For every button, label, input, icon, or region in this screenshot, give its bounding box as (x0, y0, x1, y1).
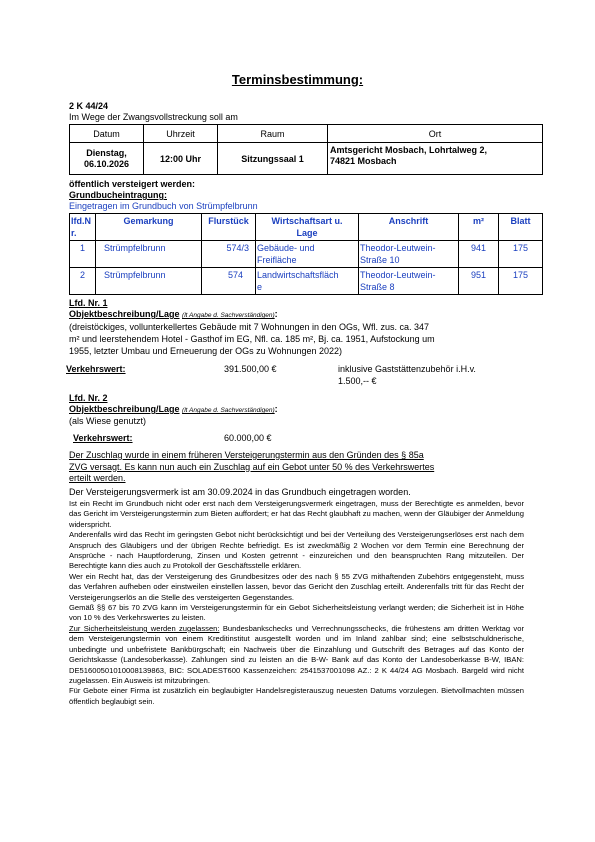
col-blatt: Blatt (499, 214, 543, 241)
lfd2-obj-heading: Objektbeschreibung/Lage (69, 404, 180, 414)
legal-paragraph-3: Wer ein Recht hat, das der Versteigerung des Grundbesitzes oder des nach § 55 ZVG mithaftenden Zubehörs entgegensteht, muss das Verfahren aufheben oder einstweilen einstellen lassen, bevor das Gericht den Zuschlag erteilt. Anderenfalls tritt für das Recht der Versteigerungserlös an die Stelle des versteigerten Gegenstandes. (69, 571, 524, 602)
col-anschrift: Anschrift (359, 214, 459, 241)
col-wirtschaftsart (256, 214, 359, 241)
termin-header-datum: Datum (70, 125, 144, 143)
row-blatt: 175 (499, 268, 543, 295)
row-gemarkung: Strümpfelbrunn (96, 241, 202, 268)
table-row (70, 268, 543, 295)
lfd1-obj-colon: : (274, 309, 278, 319)
table-row (70, 241, 543, 268)
col-wirtschaftsart-line1: Wirtschaftsart u. (271, 216, 343, 226)
versteigert-text: öffentlich versteigert werden: (69, 179, 196, 189)
lfd1-description (69, 321, 549, 357)
col-wirtschaftsart-line2: Lage (296, 228, 318, 238)
row-blatt: 175 (499, 241, 543, 268)
termin-ort (328, 143, 543, 175)
col-lfd-line1: lfd.N (71, 216, 91, 226)
row-wirtschaftsart-line2: e (257, 282, 263, 292)
legal-notice (69, 499, 524, 707)
termin-header-ort: Ort (328, 125, 543, 143)
legal-paragraph-4: Gemäß §§ 67 bis 70 ZVG kann im Versteigerungstermin für ein Gebot Sicherheitsleistung verlangt werden; die Sicherheit ist in Höhe von 10 % des Verkehrswertes zu leisten. (69, 603, 524, 623)
lfd1-desc-line2: m² und leerstehendem Hotel - Gasthof im EG, Nfl. ca. 185 m², Bj. ca. 1951, Aufstockung um (69, 334, 435, 344)
legal-paragraph-6: Für Gebote einer Firma ist zusätzlich ein beglaubigter Handelsregisterauszug neuesten Datums vorzulegen. Bietvollmachten müssen öffentlich beglaubigt sein. (69, 686, 524, 706)
row-gemarkung: Strümpfelbrunn (96, 268, 202, 295)
row-anschrift-line1: Theodor-Leutwein- (360, 270, 436, 280)
row-anschrift-line2: Straße 8 (360, 282, 395, 292)
grundbuch-heading: Grundbucheintragung: (69, 190, 167, 200)
col-lfd-line2: r. (71, 228, 77, 238)
lfd2-description: (als Wiese genutzt) (69, 416, 147, 426)
termin-header-raum: Raum (218, 125, 328, 143)
lfd1-wert-value: 391.500,00 € (224, 364, 277, 374)
legal-paragraph-1: Ist ein Recht im Grundbuch nicht oder erst nach dem Versteigerungsvermerk eingetragen, muss der Berechtigte es anmelden, bevor das Gericht im Versteigerungstermin zum Bieten auffordert; er hat das Recht glaubhaft zu machen, wenn der Gläubiger der Anmeldung widerspricht. (69, 499, 524, 529)
legal-paragraph-5 (69, 624, 524, 686)
termin-ort-line2: 74821 Mosbach (330, 156, 397, 166)
lfd1-obj-line (69, 309, 278, 321)
row-wirtschaftsart-line1: Gebäude- und (257, 243, 315, 253)
row-anschrift (359, 241, 459, 268)
vermerk-text: Der Versteigerungsvermerk ist am 30.09.2024 in das Grundbuch eingetragen worden. (69, 487, 411, 497)
col-flurstueck: Flurstück (202, 214, 256, 241)
zuschlag-line3: erteilt werden. (69, 473, 126, 483)
intro-text: Im Wege der Zwangsvollstreckung soll am (69, 112, 238, 122)
termin-table (69, 124, 543, 175)
lfd1-obj-heading: Objektbeschreibung/Lage (69, 309, 180, 319)
legal-paragraph-2: Anderenfalls wird das Recht im geringsten Gebot nicht berücksichtigt und bei der Verteilung des Versteigerungserlöses erst nach dem Anspruch des Gläubigers und der übrigen Rechte befriedigt. Es ist zweckmäßig 2 Wochen vor dem Termin eine Berechnung der Ansprüche - nach Hauptforderung, Zinsen und Kosten getrennt - einzureichen und den beanspruchten Rang mitzuteilen. Der Berechtigte kann dies auch zu Protokoll der Geschäftsstelle erklären. (69, 530, 524, 571)
lfd1-obj-note: (lt Angabe d. Sachverständigen) (182, 312, 275, 319)
lfd1-wert-label: Verkehrswert: (66, 364, 126, 374)
lfd2-obj-colon: : (274, 404, 278, 414)
lfd2-obj-note: (lt Angabe d. Sachverständigen) (182, 407, 275, 414)
row-nr: 1 (70, 241, 96, 268)
objects-table (69, 213, 543, 295)
row-anschrift-line2: Straße 10 (360, 255, 400, 265)
lfd2-obj-line (69, 404, 278, 416)
termin-datum-line1: Dienstag, (86, 147, 127, 158)
lfd2-wert-label: Verkehrswert: (73, 433, 133, 443)
termin-ort-line1: Amtsgericht Mosbach, Lohrtalweg 2, (330, 145, 488, 155)
lfd1-wert-note-1: inklusive Gaststättenzubehör i.H.v. (338, 364, 476, 374)
termin-uhrzeit: 12:00 Uhr (144, 143, 218, 175)
lfd1-desc-line1: (dreistöckiges, vollunterkellertes Gebäude mit 7 Wohnungen in den OGs, Wfl. zus. ca. 347 (69, 322, 430, 332)
col-lfd (70, 214, 96, 241)
zuschlag-note (69, 450, 549, 485)
aktenzeichen: 2 K 44/24 (69, 101, 109, 111)
zuschlag-line1: Der Zuschlag wurde in einem früheren Versteigerungstermin aus den Gründen des § 85a (69, 450, 424, 460)
row-wirtschaftsart (256, 241, 359, 268)
lfd2-wert-value: 60.000,00 € (224, 433, 272, 443)
termin-datum (70, 143, 144, 175)
grundbuch-text: Eingetragen im Grundbuch von Strümpfelbrunn (69, 201, 258, 211)
lfd1-wert-note-2: 1.500,-- € (338, 376, 377, 386)
row-m2: 951 (459, 268, 499, 295)
termin-raum: Sitzungssaal 1 (218, 143, 328, 175)
lfd1-heading: Lfd. Nr. 1 (69, 298, 108, 308)
row-anschrift-line1: Theodor-Leutwein- (360, 243, 436, 253)
row-wirtschaftsart (256, 268, 359, 295)
page-title: Terminsbestimmung: (231, 72, 364, 87)
lfd2-heading: Lfd. Nr. 2 (69, 393, 108, 403)
row-flurstueck: 574 (202, 268, 256, 295)
zuschlag-line2: ZVG versagt. Es kann nun auch ein Zuschlag auf ein Gebot unter 50 % des Verkehrswertes (69, 461, 435, 472)
legal-paragraph-5-text: Bundesbankschecks und Verrechnungsschecks, die frühestens am dritten Werktag vor dem Versteigerungstermin von einem Kreditinstitut ausgestellt worden und im Inland zahlbar sind; eine selbstschuldnerische, unbedingte und unbefristete Bankbürgschaft; ein Nachweis über die Einzahlung und Gutschrift des Betrages auf das Konto der Gerichtskasse (Landesoberkasse). Zahlungen sind zu leisten an die B-W- Bank auf das Konto der Landesoberkasse B-W, IBAN: DE51600501010008139863, BIC: SOLADEST600 Kassenzeichen: 2541537001098 AZ.: 2 K 44/24 AG Mosbach. Bargeld wird nicht zugelassen. Ein Ausweis ist mitzubringen. (69, 623, 524, 685)
col-gemarkung: Gemarkung (96, 214, 202, 241)
row-m2: 941 (459, 241, 499, 268)
col-m2: m² (459, 214, 499, 241)
row-anschrift (359, 268, 459, 295)
legal-paragraph-5-heading: Zur Sicherheitsleistung werden zugelassen: (69, 623, 220, 633)
row-flurstueck: 574/3 (202, 241, 256, 268)
lfd1-desc-line3: 1955, letzter Umbau und Erneuerung der OGs zu Wohnungen 2022) (69, 346, 343, 356)
row-wirtschaftsart-line2: Freifläche (257, 255, 297, 265)
row-wirtschaftsart-line1: Landwirtschaftsfläch (257, 270, 339, 280)
termin-header-uhrzeit: Uhrzeit (144, 125, 218, 143)
termin-datum-line2: 06.10.2026 (83, 158, 130, 169)
row-nr: 2 (70, 268, 96, 295)
